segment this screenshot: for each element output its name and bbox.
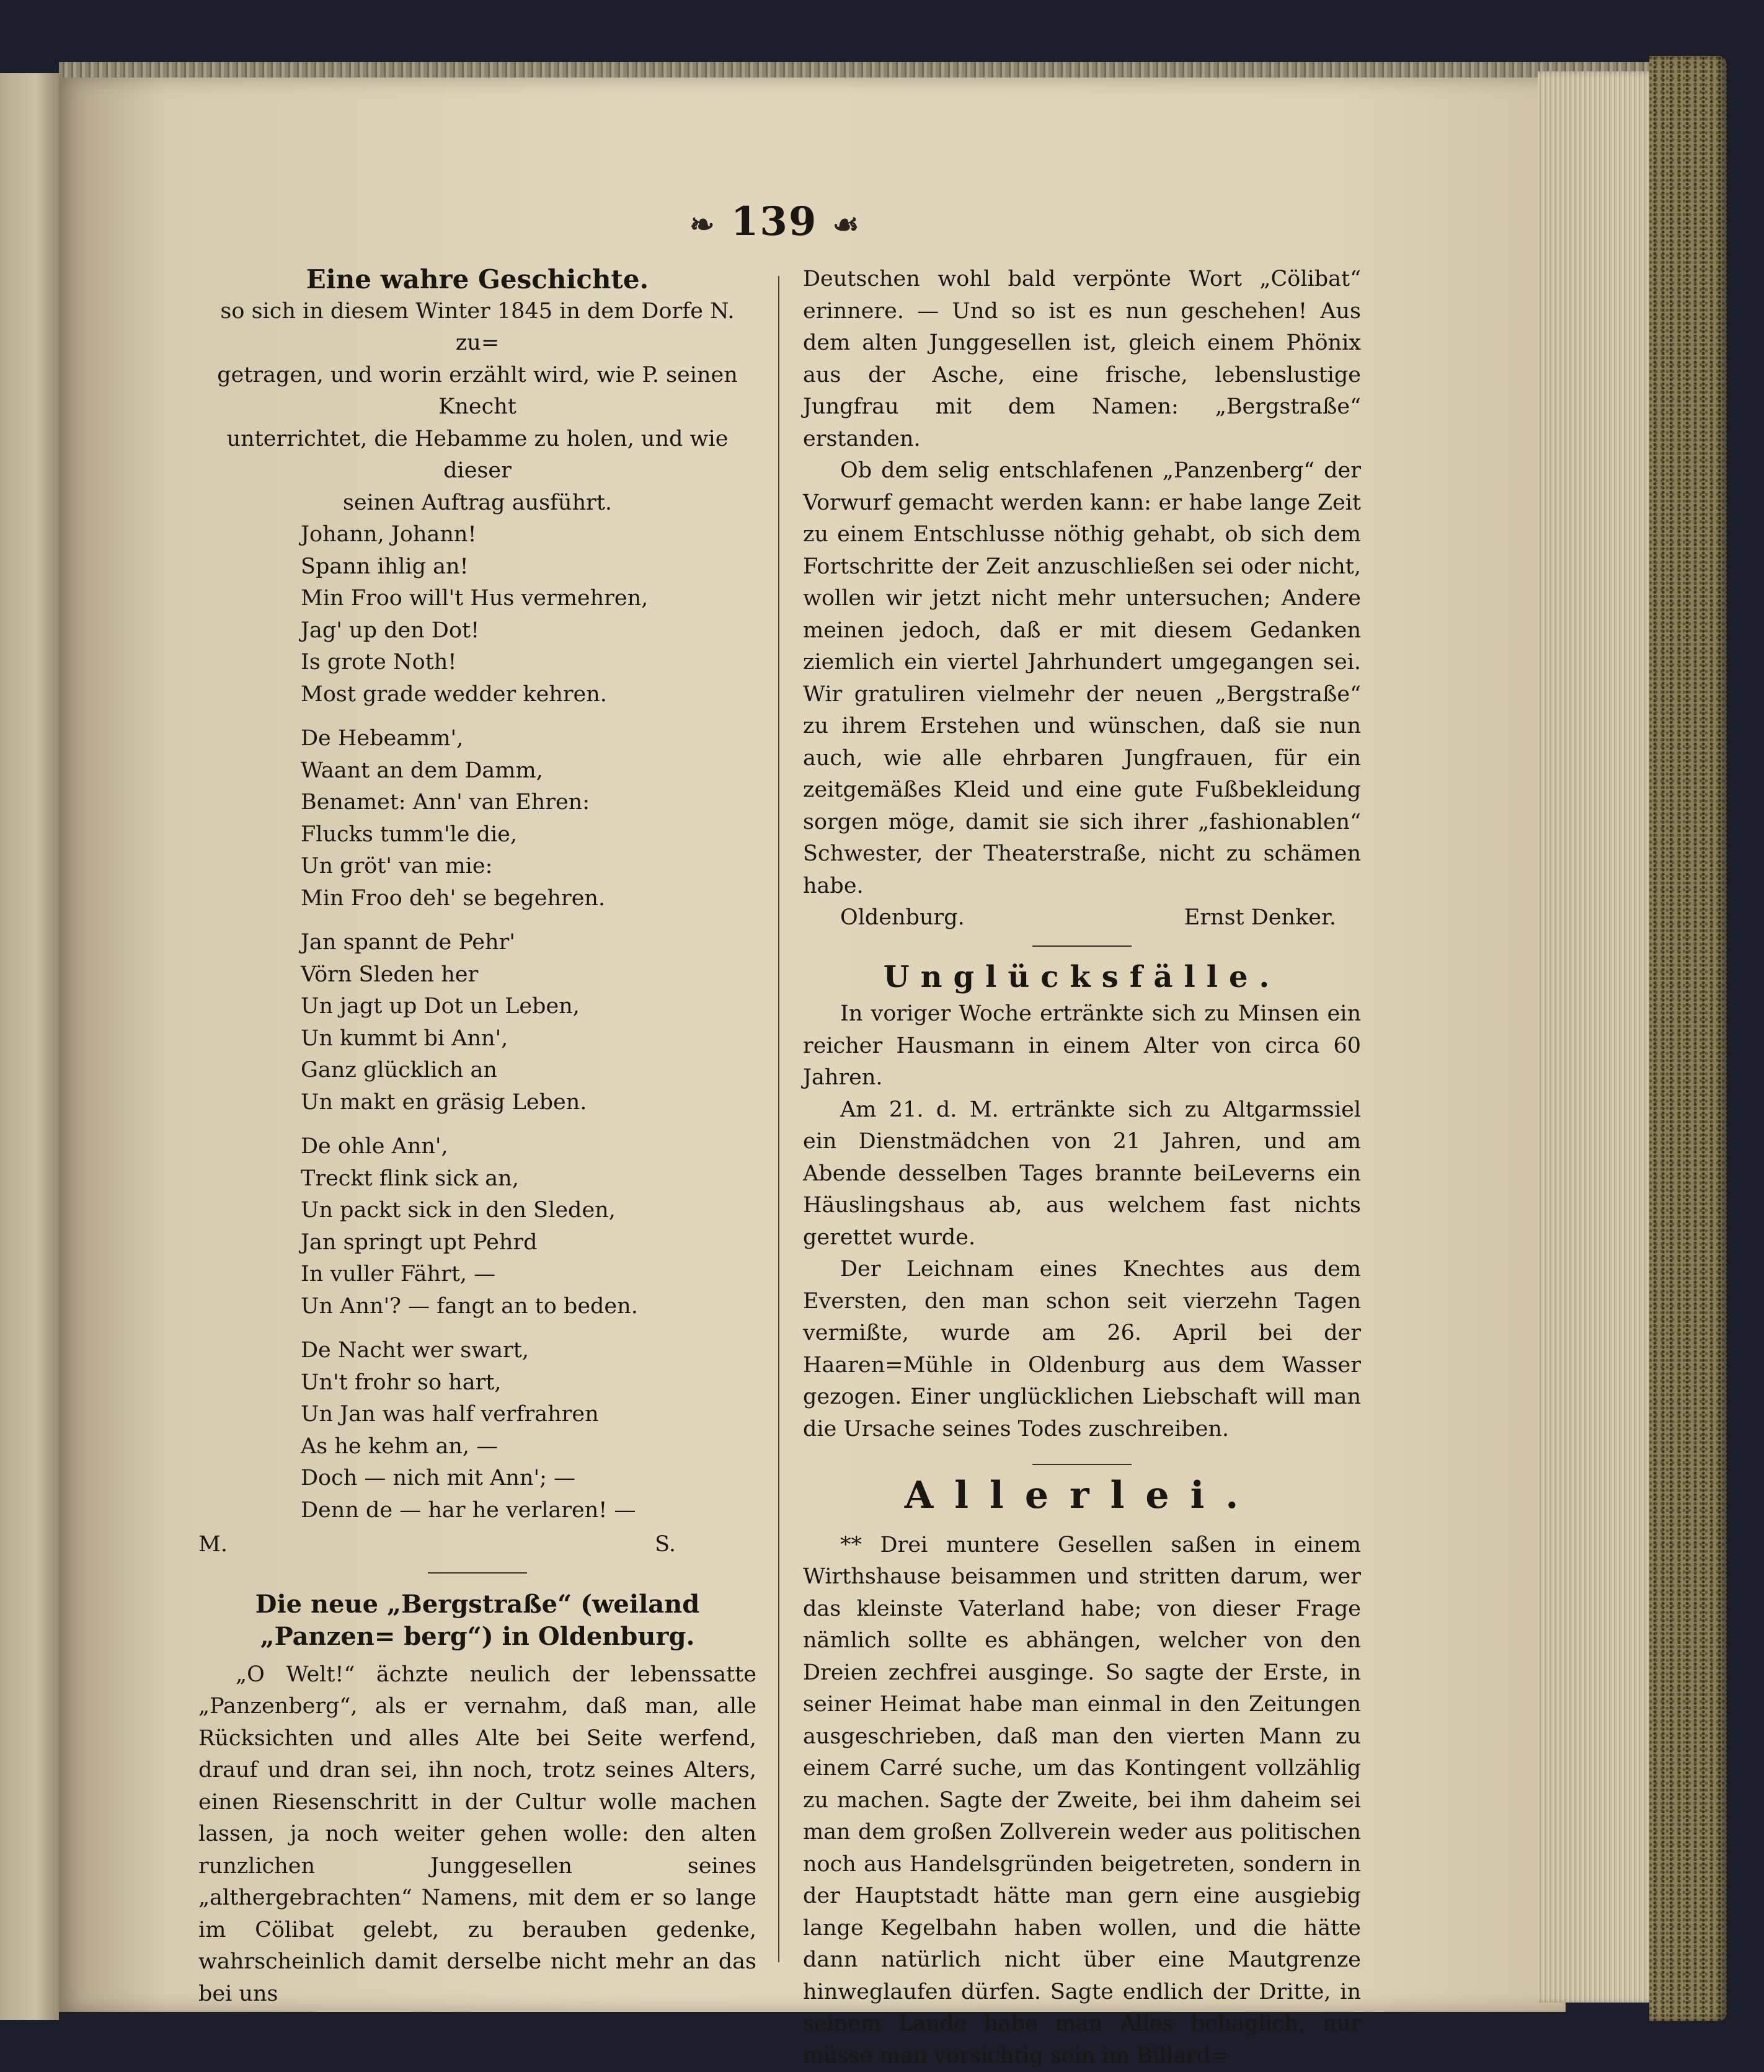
verse-line: As he kehm an, — xyxy=(301,1431,756,1463)
signature-initial: S. xyxy=(655,1529,676,1561)
signature-place: Oldenburg. xyxy=(840,902,965,934)
verse-line: Is grote Noth! xyxy=(301,647,756,679)
intro-line: seinen Auftrag ausführt. xyxy=(198,487,756,520)
page-block-edges xyxy=(1538,71,1655,2003)
page-number: 139 xyxy=(731,198,818,245)
verse-line: Treckt flink sick an, xyxy=(301,1163,756,1195)
verse-line: Un't frohr so hart, xyxy=(301,1367,756,1399)
verse-line: De ohle Ann', xyxy=(301,1131,756,1163)
facing-page-edge xyxy=(0,73,59,2020)
book-cover-edge xyxy=(1649,56,1727,2021)
verse-line: Un makt en gräsig Leben. xyxy=(301,1087,756,1119)
signature-initial: M. xyxy=(198,1529,228,1561)
verse-line: Johann, Johann! xyxy=(301,519,756,551)
story-intro xyxy=(198,296,756,520)
right-column xyxy=(803,263,1361,2072)
section-rule xyxy=(1032,945,1132,947)
signature-author: Ernst Denker. xyxy=(1184,902,1336,934)
poem-stanza xyxy=(301,519,756,711)
ornament-right-icon: ☙ xyxy=(833,208,861,242)
verse-line: In vuller Fährt, — xyxy=(301,1259,756,1291)
news-item: Am 21. d. M. ertränkte sich zu Altgarmssiel ein Dienstmädchen von 21 Jahren, und am Abende desselben Tages brannte beiLeverns ein Häuslingshaus ab, aus welchem fast nichts gerettet wurde. xyxy=(803,1094,1361,1254)
verse-line: Un packt sick in den Sleden, xyxy=(301,1195,756,1227)
verse-line: Jan springt upt Pehrd xyxy=(301,1227,756,1259)
verse-line: Un jagt up Dot un Leben, xyxy=(301,991,756,1023)
verse-line: Un kummt bi Ann', xyxy=(301,1023,756,1055)
section-heading: Unglücksfälle. xyxy=(803,962,1361,994)
intro-line: getragen, und worin erzählt wird, wie P. seinen Knecht xyxy=(198,360,756,423)
poem-signature xyxy=(198,1529,756,1561)
article-title: Die neue „Bergstraße“ (weiland „Panzen= berg“) in Oldenburg. xyxy=(198,1588,756,1653)
verse-line: Un gröt' van mie: xyxy=(301,851,756,883)
story-title: Eine wahre Geschichte. xyxy=(198,263,756,296)
intro-line: so sich in diesem Winter 1845 in dem Dorfe N. zu= xyxy=(198,296,756,360)
verse-line: Benamet: Ann' van Ehren: xyxy=(301,787,756,819)
verse-line: Ganz glücklich an xyxy=(301,1055,756,1087)
ornament-left-icon: ❧ xyxy=(689,208,716,242)
poem-stanza xyxy=(301,723,756,914)
article-paragraph: Deutschen wohl bald verpönte Wort „Cölibat“ erinnere. — Und so ist es nun geschehen! Aus dem alten Junggesellen ist, gleich einem Phönix aus der Asche, eine frische, lebenslustige Jungfrau mit dem Namen: „Bergstraße“ erstanden. xyxy=(803,263,1361,455)
verse-line: De Hebeamm', xyxy=(301,723,756,755)
poem-stanza xyxy=(301,1131,756,1322)
verse-line: Jag' up den Dot! xyxy=(301,615,756,647)
article-paragraph: „O Welt!“ ächzte neulich der lebenssatte „Panzenberg“, als er vernahm, daß man, alle Rücksichten und alles Alte bei Seite werfend, drauf und dran sei, ihn noch, trotz seines Alters, einen Riesenschritt in der Cultur wolle machen lassen, ja noch weiter gehen wolle: den alten runzlichen Junggesellen seines „althergebrachten“ Namens, mit dem er so lange im Cölibat gelebt, zu berauben gedenke, wahrscheinlich damit derselbe nicht mehr an das bei uns xyxy=(198,1659,756,2011)
verse-line: Waant an dem Damm, xyxy=(301,755,756,787)
verse-line: Min Froo deh' se begehren. xyxy=(301,883,756,915)
verse-line: Flucks tumm'le die, xyxy=(301,819,756,851)
article-signature xyxy=(803,902,1361,934)
news-item: Der Leichnam eines Knechtes aus dem Eversten, den man schon seit vierzehn Tagen vermißte, wurde am 26. April bei der Haaren=Mühle in Oldenburg aus dem Wasser gezogen. Einer unglücklichen Liebschaft will man die Ursache seines Todes zuschreiben. xyxy=(803,1254,1361,1445)
verse-line: De Nacht wer swart, xyxy=(301,1335,756,1367)
poem-stanza xyxy=(301,927,756,1118)
verse-line: Vörn Sleden her xyxy=(301,959,756,991)
poem-stanza xyxy=(301,1335,756,1526)
section-rule xyxy=(1032,1464,1132,1465)
news-item: In voriger Woche ertränkte sich zu Minsen ein reicher Hausmann in einem Alter von circa 60 Jahren. xyxy=(803,998,1361,1094)
intro-line: unterrichtet, die Hebamme zu holen, und wie dieser xyxy=(198,423,756,487)
verse-line: Most grade wedder kehren. xyxy=(301,679,756,711)
verse-line: Spann ihlig an! xyxy=(301,551,756,583)
verse-line: Doch — nich mit Ann'; — xyxy=(301,1463,756,1495)
article-paragraph: Ob dem selig entschlafenen „Panzenberg“ der Vorwurf gemacht werden kann: er habe lange Zeit zu einem Entschlusse nöthig gehabt, ob sich dem Fortschritte der Zeit anzuschließen sei oder nicht, wollen wir jetzt nicht mehr untersuchen; Andere meinen jedoch, daß er mit diesem Gedanken ziemlich ein viertel Jahrhundert umgegangen sei. Wir gratuliren vielmehr der neuen „Bergstraße“ zu ihrem Erstehen und wünschen, daß sie nun auch, wie alle ehrbaren Jungfrauen, für ein zeitgemäßes Kleid und eine gute Fußbekleidung sorgen möge, damit sie sich ihrer „fashionablen“ Schwester, der Theaterstraße, nicht zu schämen habe. xyxy=(803,455,1361,902)
verse-line: Un Ann'? — fangt an to beden. xyxy=(301,1291,756,1323)
verse-line: Denn de — har he verlaren! — xyxy=(301,1495,756,1527)
section-rule xyxy=(428,1572,527,1574)
verse-line: Jan spannt de Pehr' xyxy=(301,927,756,959)
column-divider xyxy=(778,276,779,1962)
page-header xyxy=(620,198,930,245)
left-column xyxy=(198,263,756,2010)
verse-line: Un Jan was half verfrahren xyxy=(301,1399,756,1431)
anecdote-paragraph: ** Drei muntere Gesellen saßen in einem Wirthshause beisammen und stritten darum, wer das kleinste Vaterland habe; von dieser Frage nämlich sollte es abhängen, welcher von den Dreien zechfrei ausginge. So sagte der Erste, in seiner Heimat habe man einmal in den Zeitungen ausgeschrieben, daß man den vierten Mann zu einem Carré suche, um das Kontingent vollzählig zu machen. Sagte der Zweite, bei ihm daheim sei man dem großen Zollverein weder aus politischen noch aus Handelsgründen beigetreten, sondern in der Hauptstadt hätte man gern eine ausgiebig lange Kegelbahn haben wollen, und die hätte dann natürlich nicht über eine Mautgrenze hinweglaufen dürfen. Sagte endlich der Dritte, in seinem Lande habe man Alles behaglich, nur müsse man vorsichtig sein im Billard= xyxy=(803,1530,1361,2072)
section-heading: Allerlei. xyxy=(803,1480,1361,1512)
verse-line: Min Froo will't Hus vermehren, xyxy=(301,583,756,615)
